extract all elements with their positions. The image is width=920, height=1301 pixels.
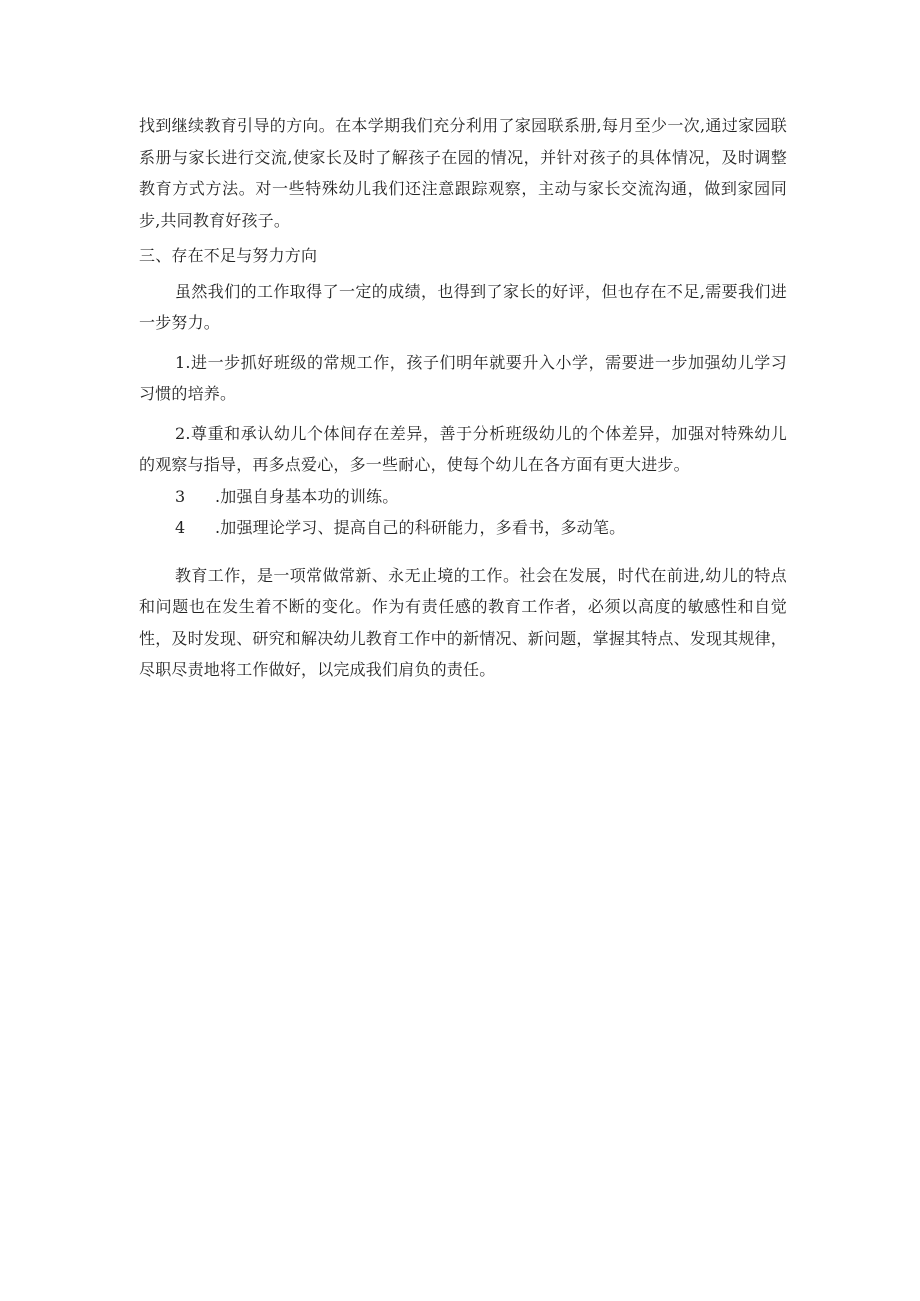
closing-paragraph: 教育工作，是一项常做常新、永无止境的工作。社会在发展，时代在前进,幼儿的特点和问题也在发生着不断的变化。作为有责任感的教育工作者，必须以高度的敏感性和自觉性，及时发现、研究和解决幼儿教育工作中的新情况、新问题，掌握其特点、发现其规律，尽职尽责地将工作做好，以完成我们肩负的责任。 xyxy=(139,565,788,679)
document-body xyxy=(139,110,787,686)
list-item-text: .加强理论学习、提高自己的科研能力，多看书，多动笔。 xyxy=(215,518,626,537)
list-item-number: 1 xyxy=(175,352,186,372)
list-item-3 xyxy=(139,481,787,513)
list-item-4 xyxy=(139,512,787,544)
list-item-text: .进一步抓好班级的常规工作，孩子们明年就要升入小学，需要进一步加强幼儿学习习惯的培养。 xyxy=(139,352,787,403)
list-item-2 xyxy=(139,418,787,481)
list-item-text: .尊重和承认幼儿个体间存在差异，善于分析班级幼儿的个体差异，加强对特殊幼儿的观察与指导，再多点爱心，多一些耐心，使每个幼儿在各方面有更大进步。 xyxy=(139,423,787,474)
list-item-number: 3 xyxy=(175,486,186,506)
list-item-number: 2 xyxy=(175,423,186,443)
section-intro-paragraph: 虽然我们的工作取得了一定的成绩，也得到了家长的好评，但也存在不足,需要我们进一步努力。 xyxy=(139,281,787,332)
list-item-number: 4 xyxy=(175,518,186,537)
list-item-1 xyxy=(139,347,787,410)
list-item-text: .加强自身基本功的训练。 xyxy=(215,486,399,506)
section-heading: 三、存在不足与努力方向 xyxy=(139,246,318,265)
intro-paragraph: 找到继续教育引导的方向。在本学期我们充分利用了家园联系册,每月至少一次,通过家园联系册与家长进行交流,使家长及时了解孩子在园的情况，并针对孩子的具体情况，及时调整教育方式方法。对一些特殊幼儿我们还注意跟踪观察，主动与家长交流沟通，做到家园同步,共同教育好孩子。 xyxy=(139,116,787,230)
